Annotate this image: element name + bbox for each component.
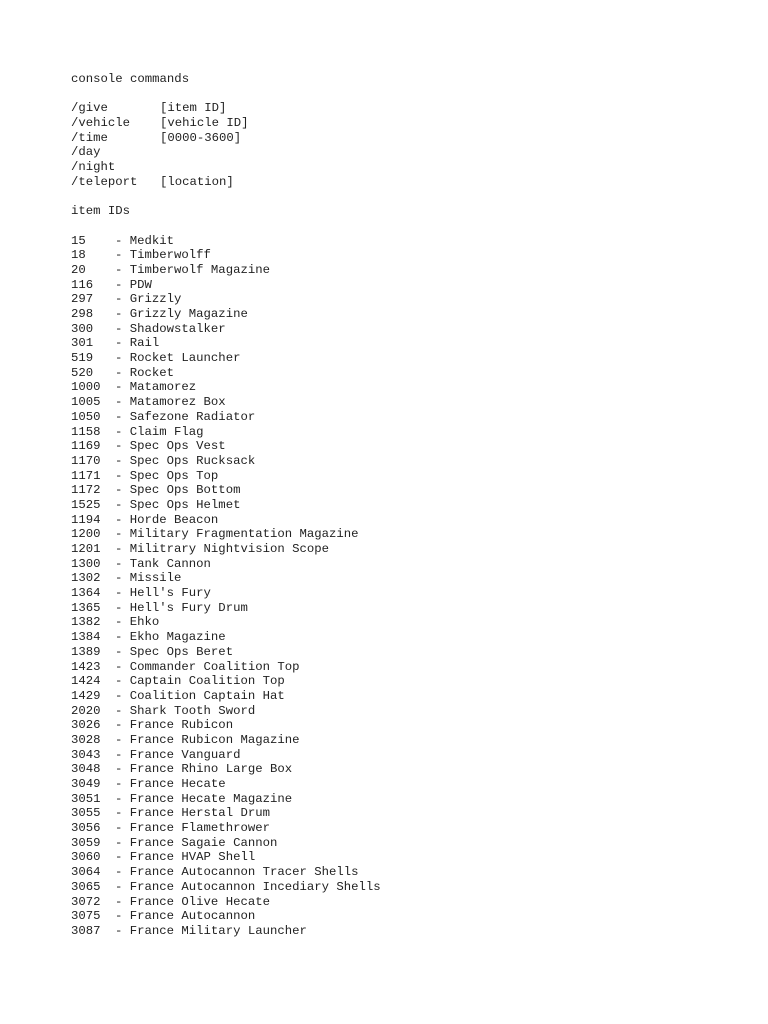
item-id: 1169 [71,439,101,454]
item-id: 3075 [71,909,101,924]
list-item [71,777,751,792]
item-id: 1525 [71,497,101,512]
item-name: - France Rubicon [115,718,234,733]
item-name: - France Autocannon [115,909,256,924]
item-name: - France Hecate [115,777,226,791]
item-name: - Militrary Nightvision Scope [115,542,330,556]
item-id: 1171 [71,468,101,483]
item-name: - Shadowstalker [115,321,226,336]
list-item [71,498,751,513]
item-id: 3028 [71,732,101,747]
item-id: 1384 [71,630,101,645]
item-name: - Ehko [115,615,160,630]
item-name: - Spec Ops Helmet [115,497,241,512]
item-name: - Coalition Captain Hat [115,688,285,703]
item-name: - Spec Ops Beret [115,644,234,659]
item-id: 2020 [71,703,101,718]
command-name: /vehicle [71,116,131,131]
item-name: - France Autocannon Tracer Shells [115,865,359,880]
command-name: /night [71,160,116,175]
item-id: 1365 [71,600,101,615]
command-name: /give [71,101,108,116]
item-id: 300 [71,321,94,336]
list-item [71,880,751,895]
item-id: 1424 [71,674,101,689]
item-name: - Horde Beacon [115,512,219,527]
list-item [71,836,751,851]
item-name: - Matamorez [115,380,197,395]
list-item [71,513,751,528]
item-name: - France Vanguard [115,747,241,762]
list-item [71,336,751,351]
document-page [71,72,751,939]
list-item [71,660,751,675]
item-id: 1200 [71,527,101,542]
item-name: - Captain Coalition Top [115,674,285,689]
item-id: 3056 [71,821,101,836]
list-item [71,645,751,660]
list-item [71,292,751,307]
item-id: 1423 [71,659,101,674]
list-item [71,527,751,542]
item-name: - Spec Ops Top [115,468,219,483]
item-name: - France HVAP Shell [115,850,256,865]
item-name: - Commander Coalition Top [115,659,300,674]
list-item [71,821,751,836]
command-arg: [item ID] [160,101,227,116]
list-item [71,483,751,498]
item-id: 1201 [71,542,101,556]
item-name: - France Olive Hecate [115,894,270,909]
list-item [71,351,751,366]
list-item [71,586,751,601]
item-name: - France Rhino Large Box [115,762,293,777]
list-item [71,792,751,807]
document-title: console commands [71,72,190,86]
item-id: 1170 [71,453,101,468]
item-id: 3026 [71,718,101,733]
item-id: 520 [71,365,94,380]
item-id: 1300 [71,556,101,571]
item-name: - Claim Flag [115,424,204,439]
item-id: 1000 [71,380,101,395]
item-name: - Hell's Fury Drum [115,600,248,615]
item-name: - Spec Ops Vest [115,439,226,454]
command-row [71,131,751,146]
command-name: /teleport [71,174,138,189]
list-item [71,806,751,821]
list-item [71,454,751,469]
item-id: 298 [71,307,94,321]
list-item [71,674,751,689]
list-item [71,542,751,557]
item-name: - France Rubicon Magazine [115,732,300,747]
item-id: 1158 [71,424,101,439]
item-name: - Spec Ops Bottom [115,483,241,498]
item-id: 297 [71,292,94,307]
list-item [71,924,751,939]
command-name: /time [71,130,108,145]
command-arg: [vehicle ID] [160,116,249,131]
list-item [71,630,751,645]
list-item [71,689,751,704]
item-name: - Tank Cannon [115,556,211,571]
items-list [71,234,751,939]
list-item [71,410,751,425]
item-id: 1302 [71,571,101,586]
spacer [71,190,751,205]
list-item [71,895,751,910]
commands-list [71,101,751,189]
item-name: - Spec Ops Rucksack [115,453,256,468]
item-id: 1389 [71,644,101,659]
item-name: - Military Fragmentation Magazine [115,527,359,542]
list-item [71,762,751,777]
list-item [71,322,751,337]
item-id: 20 [71,262,86,277]
list-item [71,263,751,278]
item-id: 519 [71,351,94,366]
item-name: - France Flamethrower [115,821,270,836]
item-id: 1172 [71,483,101,498]
item-name: - Ekho Magazine [115,630,226,645]
item-id: 3065 [71,879,101,894]
item-id: 1050 [71,409,101,424]
list-item [71,307,751,322]
command-arg: [0000-3600] [160,130,242,145]
list-item [71,425,751,440]
item-name: - Matamorez Box [115,395,226,410]
item-name: - France Sagaie Cannon [115,835,278,850]
item-id: 3059 [71,835,101,850]
item-name: - Timberwolf Magazine [115,262,270,277]
list-item [71,557,751,572]
item-id: 3060 [71,850,101,865]
item-name: - Missile [115,571,182,586]
item-id: 3049 [71,777,101,791]
item-id: 3051 [71,791,101,806]
item-id: 1194 [71,512,101,527]
item-name: - PDW [115,277,152,292]
item-id: 15 [71,233,86,248]
list-item [71,718,751,733]
item-id: 116 [71,277,94,292]
item-id: 1364 [71,586,101,601]
item-id: 3055 [71,806,101,821]
items-heading: item IDs [71,204,131,219]
item-id: 1005 [71,395,101,410]
list-item [71,439,751,454]
item-name: - France Military Launcher [115,923,307,938]
item-name: - Safezone Radiator [115,409,256,424]
item-name: - Shark Tooth Sword [115,703,256,718]
item-name: - Medkit [115,233,175,248]
command-row [71,101,751,116]
item-name: - France Autocannon Incediary Shells [115,879,381,894]
item-id: 3087 [71,923,101,938]
item-id: 301 [71,336,94,351]
list-item [71,395,751,410]
list-item [71,850,751,865]
list-item [71,366,751,381]
command-row [71,145,751,160]
command-name: /day [71,145,101,160]
list-item [71,865,751,880]
list-item [71,704,751,719]
list-item [71,469,751,484]
item-name: - Rocket [115,365,175,380]
list-item [71,733,751,748]
list-item [71,615,751,630]
item-id: 3064 [71,865,101,880]
item-name: - Grizzly [115,292,182,307]
item-name: - Rail [115,336,160,351]
item-name: - Hell's Fury [115,586,211,601]
spacer [71,219,751,234]
list-item [71,278,751,293]
item-id: 3072 [71,894,101,909]
list-item [71,571,751,586]
list-item [71,380,751,395]
item-id: 18 [71,248,86,263]
item-name: - France Herstal Drum [115,806,270,821]
command-row [71,160,751,175]
list-item [71,909,751,924]
item-name: - Grizzly Magazine [115,307,248,321]
list-item [71,248,751,263]
item-name: - France Hecate Magazine [115,791,293,806]
item-id: 1382 [71,615,101,630]
list-item [71,601,751,616]
command-row [71,175,751,190]
item-name: - Timberwolff [115,248,211,263]
item-name: - Rocket Launcher [115,351,241,366]
command-row [71,116,751,131]
item-id: 3048 [71,762,101,777]
command-arg: [location] [160,174,234,189]
spacer [71,87,751,102]
item-id: 3043 [71,747,101,762]
item-id: 1429 [71,688,101,703]
list-item [71,234,751,249]
list-item [71,748,751,763]
